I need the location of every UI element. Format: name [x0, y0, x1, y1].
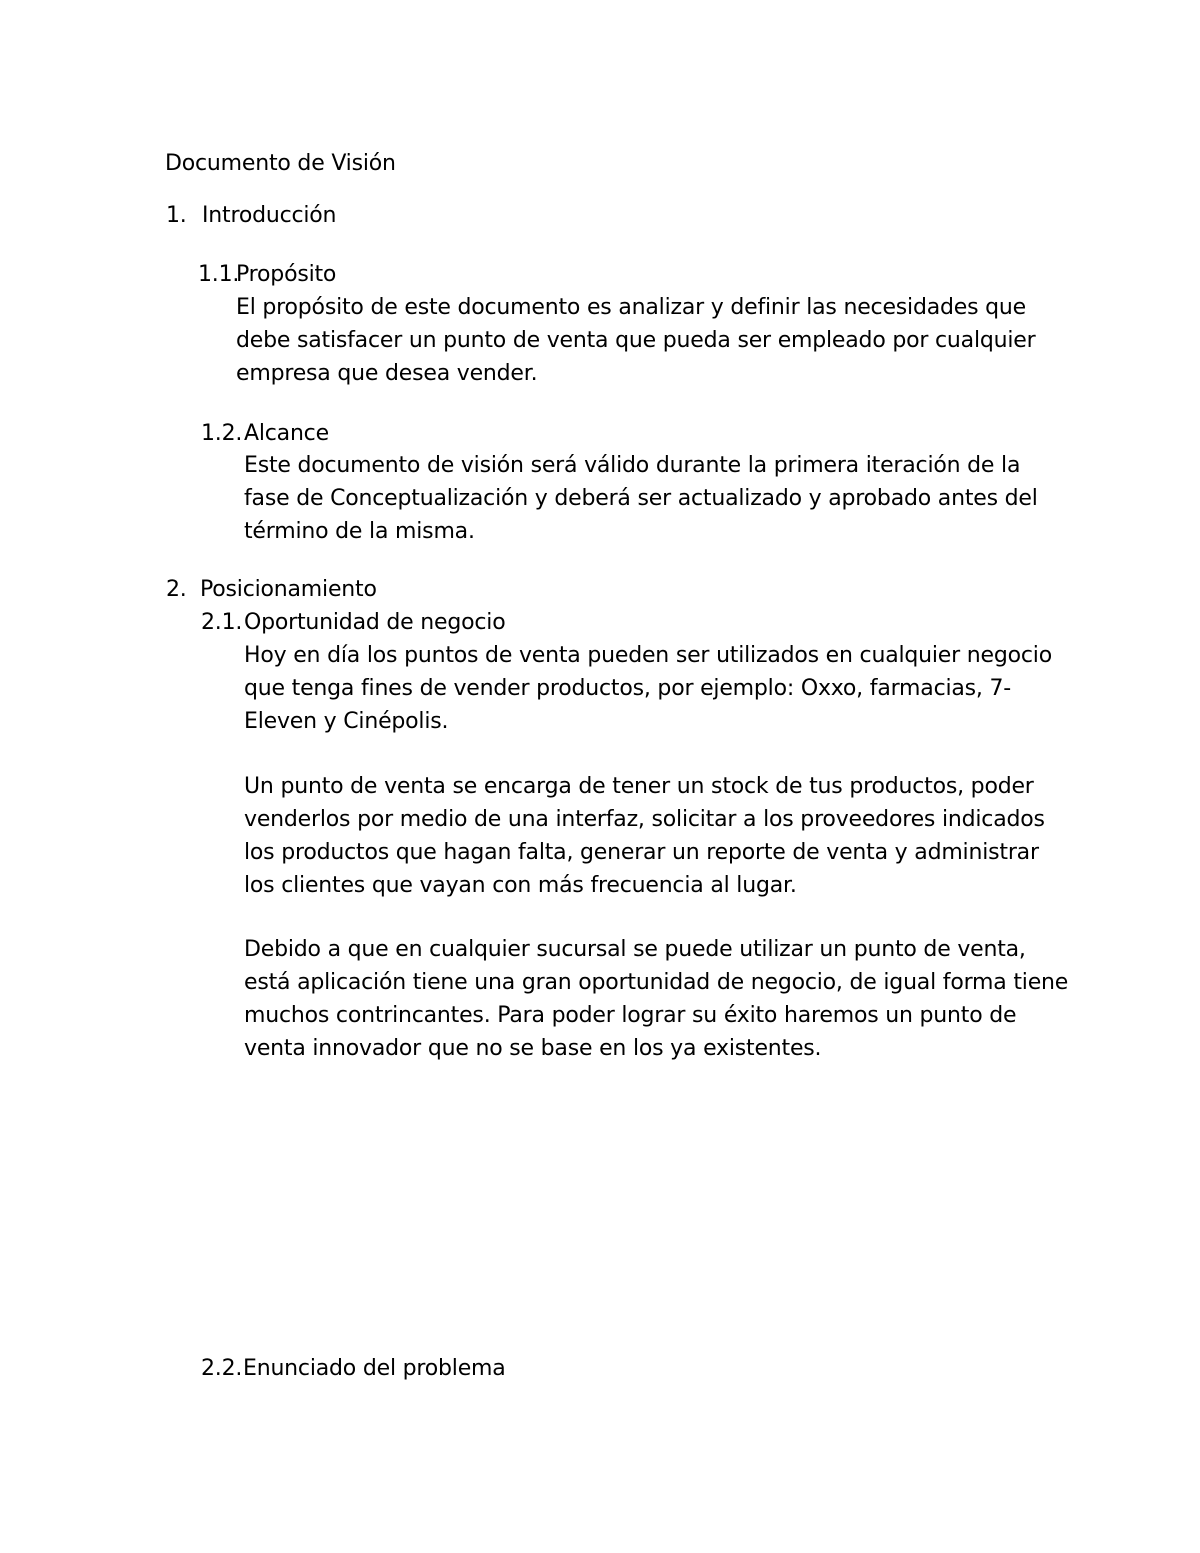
subsection-2-1-number: 2.1. [201, 610, 243, 635]
section-2-title: Posicionamiento [200, 577, 377, 602]
paragraph-line: Hoy en día los puntos de venta pueden ser utilizados en cualquier negocio [244, 643, 1052, 668]
section-1-number: 1. [166, 203, 187, 228]
paragraph-line: muchos contrincantes. Para poder lograr su éxito haremos un punto de [244, 1003, 1017, 1028]
paragraph-line: fase de Conceptualización y deberá ser actualizado y aprobado antes del [244, 486, 1038, 511]
purpose-paragraph [236, 291, 1035, 390]
paragraph-line: debe satisfacer un punto de venta que pueda ser empleado por cualquier [236, 328, 1036, 353]
subsection-2-2-title: Enunciado del problema [243, 1356, 506, 1381]
section-1-title: Introducción [202, 203, 337, 228]
paragraph-line: El propósito de este documento es analizar y definir las necesidades que [236, 295, 1026, 320]
paragraph-line: los productos que hagan falta, generar un reporte de venta y administrar [244, 840, 1039, 865]
paragraph-line: Eleven y Cinépolis. [244, 709, 449, 734]
opportunity-paragraph-1 [244, 639, 1052, 738]
section-2-number: 2. [166, 577, 187, 602]
opportunity-paragraph-3 [244, 933, 1068, 1065]
paragraph-line: que tenga fines de vender productos, por ejemplo: Oxxo, farmacias, 7- [244, 676, 1012, 701]
paragraph-line: Este documento de visión será válido durante la primera iteración de la [244, 453, 1021, 478]
paragraph-line: venta innovador que no se base en los ya existentes. [244, 1036, 822, 1061]
paragraph-line: venderlos por medio de una interfaz, solicitar a los proveedores indicados [244, 807, 1045, 832]
subsection-2-2-number: 2.2. [201, 1356, 243, 1381]
paragraph-line: Debido a que en cualquier sucursal se puede utilizar un punto de venta, [244, 937, 1026, 962]
opportunity-paragraph-2 [244, 770, 1045, 902]
scope-paragraph [244, 449, 1038, 548]
paragraph-line: los clientes que vayan con más frecuencia al lugar. [244, 873, 797, 898]
subsection-1-1-number: 1.1. [198, 262, 240, 287]
document-title: Documento de Visión [165, 151, 396, 176]
paragraph-line: está aplicación tiene una gran oportunidad de negocio, de igual forma tiene [244, 970, 1069, 995]
paragraph-line: término de la misma. [244, 519, 475, 544]
subsection-1-2-title: Alcance [244, 421, 329, 446]
paragraph-line: empresa que desea vender. [236, 361, 538, 386]
subsection-2-1-title: Oportunidad de negocio [244, 610, 506, 635]
subsection-1-1-title: Propósito [236, 262, 337, 287]
subsection-1-2-number: 1.2. [201, 421, 243, 446]
paragraph-line: Un punto de venta se encarga de tener un stock de tus productos, poder [244, 774, 1034, 799]
